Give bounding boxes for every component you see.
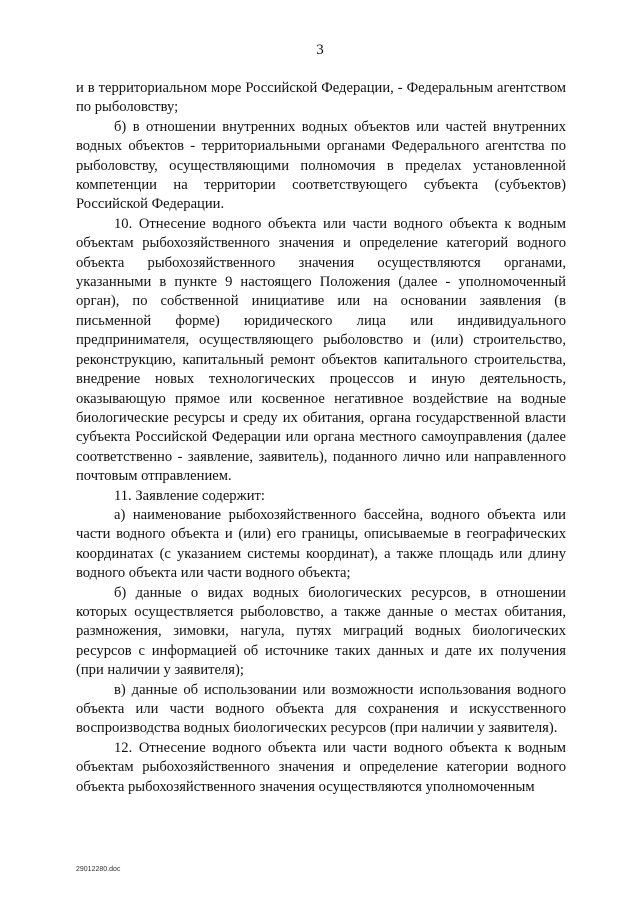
paragraph-11-a: а) наименование рыбохозяйственного бассейна, водного объекта или части водного объекта и (или) его границы, описываемые в географических координатах (с указанием системы координат), а также площадь или длину водного объекта или части водного объекта; xyxy=(76,506,566,582)
paragraph-11-b: б) данные о видах водных биологических ресурсов, в отношении которых осуществляется рыболовство, а также данные о местах обитания, размножения, зимовки, нагула, путях миграций водных биологических ресурсов с информацией об источнике таких данных и дате их получения (при наличии у заявителя); xyxy=(76,584,566,679)
paragraph-12: 12. Отнесение водного объекта или части водного объекта к водным объектам рыбохозяйственного значения и определение категории водного объекта рыбохозяйственного значения осуществляются уполномоченным xyxy=(76,739,566,795)
paragraph-subitem-b: б) в отношении внутренних водных объектов или частей внутренних водных объектов - территориальными органами Федерального агентства по рыболовству, осуществляющими полномочия в пределах установленной компетенции на территории соответствующего субъекта (субъектов) Российской Федерации. xyxy=(76,118,566,213)
page-number: 3 xyxy=(316,42,324,58)
document-body xyxy=(76,79,566,797)
paragraph-11-v: в) данные об использовании или возможности использования водного объекта или части водного объекта для сохранения и искусственного воспроизводства водных биологических ресурсов (при наличии у заявителя). xyxy=(76,681,566,737)
paragraph-11: 11. Заявление содержит: xyxy=(114,487,265,504)
document-filename-footer: 29012280.doc xyxy=(76,866,121,873)
paragraph-continuation: и в территориальном море Российской Федерации, - Федеральным агентством по рыболовству; xyxy=(76,80,566,116)
paragraph-10: 10. Отнесение водного объекта или части водного объекта к водным объектам рыбохозяйственного значения и определение категорий водного объекта рыбохозяйственного значения осуществляются органами, указанными в пункте 9 настоящего Положения (далее - уполномоченный орган), по собственной инициативе или на основании заявления (в письменной форме) юридического лица или индивидуального предпринимателя, осуществляющего рыболовство и (или) строительство, реконструкцию, капитальный ремонт объектов капитального строительства, внедрение новых технологических процессов и иную деятельность, оказывающую прямое или косвенное негативное воздействие на водные биологические ресурсы и среду их обитания, органа государственной власти субъекта Российской Федерации или органа местного самоуправления (далее соответственно - заявление, заявитель), поданного лично или направленного почтовым отправлением. xyxy=(76,215,566,485)
